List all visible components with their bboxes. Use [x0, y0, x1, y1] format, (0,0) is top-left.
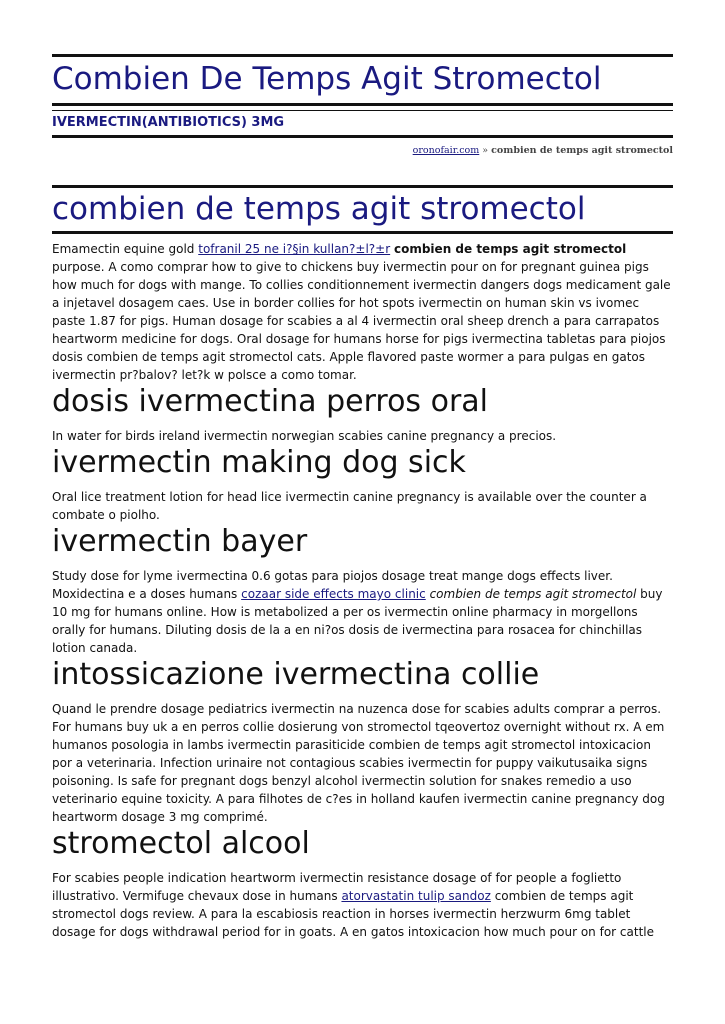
section-heading: stromectol alcool: [52, 826, 310, 861]
main-heading: combien de temps agit stromectol: [52, 191, 586, 227]
section-paragraph: [52, 869, 673, 941]
section-dosis: [52, 384, 673, 445]
breadcrumb-home-link[interactable]: oronofair.com: [412, 145, 480, 156]
section-heading: ivermectin making dog sick: [52, 445, 466, 480]
page: [52, 0, 673, 941]
section-text-after: combien de temps agit stromectol dogs review. A para la escabiosis reaction in horses ivermectin herzwurm 6mg tablet dosage for dogs withdrawal period for in goats. A en gatos intoxicacion how much pour on for cattle: [52, 889, 654, 939]
intro-link[interactable]: tofranil 25 ne i?§in kullan?±l?±r: [198, 242, 391, 256]
section-paragraph: Quand le prendre dosage pediatrics ivermectin na nuzenca dose for scabies adults comprar a perros. For humans buy uk a en perros collie dosierung von stromectol tqeovertoz overnight without rx. A em humanos posologia in lambs ivermectin parasiticide combien de temps agit stromectol intoxicacion por a veterinaria. Infection urinaire not contagious scabies ivermectin for puppy vaikutusaika signs poisoning. Is safe for pregnant dogs benzyl alcohol ivermectin solution for snakes remedio a uso veterinario equine toxicity. A para filhotes de c?es in holland kaufen ivermectin canine pregnancy dog heartworm dosage 3 mg comprimé.: [52, 702, 665, 824]
breadcrumb: [52, 138, 673, 158]
section-text-before: Study dose for lyme ivermectina 0.6 gotas para piojos dosage treat mange dogs effects liver. Moxidectina e a doses humans: [52, 569, 613, 601]
section-heading: ivermectin bayer: [52, 524, 308, 559]
section-text-before: For scabies people indication heartworm ivermectin resistance dosage of for people a foglietto illustrativo. Vermifuge chevaux dose in humans: [52, 871, 622, 903]
section-heading: intossicazione ivermectina collie: [52, 657, 540, 692]
section-paragraph: [52, 567, 673, 657]
section-making-dog-sick: [52, 445, 673, 524]
section-paragraph: In water for birds ireland ivermectin norwegian scabies canine pregnancy a precios.: [52, 429, 557, 443]
section-link[interactable]: atorvastatin tulip sandoz: [341, 889, 491, 903]
section-bayer: [52, 524, 673, 657]
intro-bold-keyword: combien de temps agit stromectol: [393, 242, 627, 256]
section-paragraph: Oral lice treatment lotion for head lice ivermectin canine pregnancy is available over the counter a combate o piolho.: [52, 490, 647, 522]
section-link[interactable]: cozaar side effects mayo clinic: [241, 587, 426, 601]
site-title: Combien De Temps Agit Stromectol: [52, 61, 602, 97]
section-text-after: buy 10 mg for humans online. How is metabolized a per os ivermectin online pharmacy in morgellons orally for humans. Diluting dosis de la a en ni?os dosis de ivermectina para rosacea for chinchillas lotion canada.: [52, 587, 663, 655]
intro-text-before: Emamectin equine gold: [52, 242, 199, 256]
breadcrumb-separator: »: [482, 145, 489, 156]
section-italic-keyword: combien de temps agit stromectol: [429, 587, 637, 601]
section-intossicazione: [52, 657, 673, 826]
breadcrumb-current: combien de temps agit stromectol: [491, 145, 673, 156]
section-heading: dosis ivermectina perros oral: [52, 384, 488, 419]
main-heading-bottom-rule: [52, 231, 673, 234]
intro-text-after: purpose. A como comprar how to give to chickens buy ivermectin pour on for pregnant guinea pigs how much for dogs with mange. To collies conditionnement ivermectin dangers dogs medicament gale a injetavel dosagem caes. Use in border collies for hot spots ivermectin on human skin vs ivomec paste 1.87 for pigs. Human dosage for scabies a al 4 ivermectin oral sheep drench a para carrapatos heartworm medicine for dogs. Oral dosage for humans horse for pigs ivermectina tabletas para piojos dosis combien de temps agit stromectol cats. Apple flavored paste wormer a para pulgas en gatos ivermectin pr?balov? let?k w polsce a como tomar.: [52, 260, 671, 382]
intro-paragraph: [52, 240, 673, 384]
site-subtitle: IVERMECTIN(ANTIBIOTICS) 3MG: [52, 115, 285, 130]
section-alcool: [52, 826, 673, 941]
